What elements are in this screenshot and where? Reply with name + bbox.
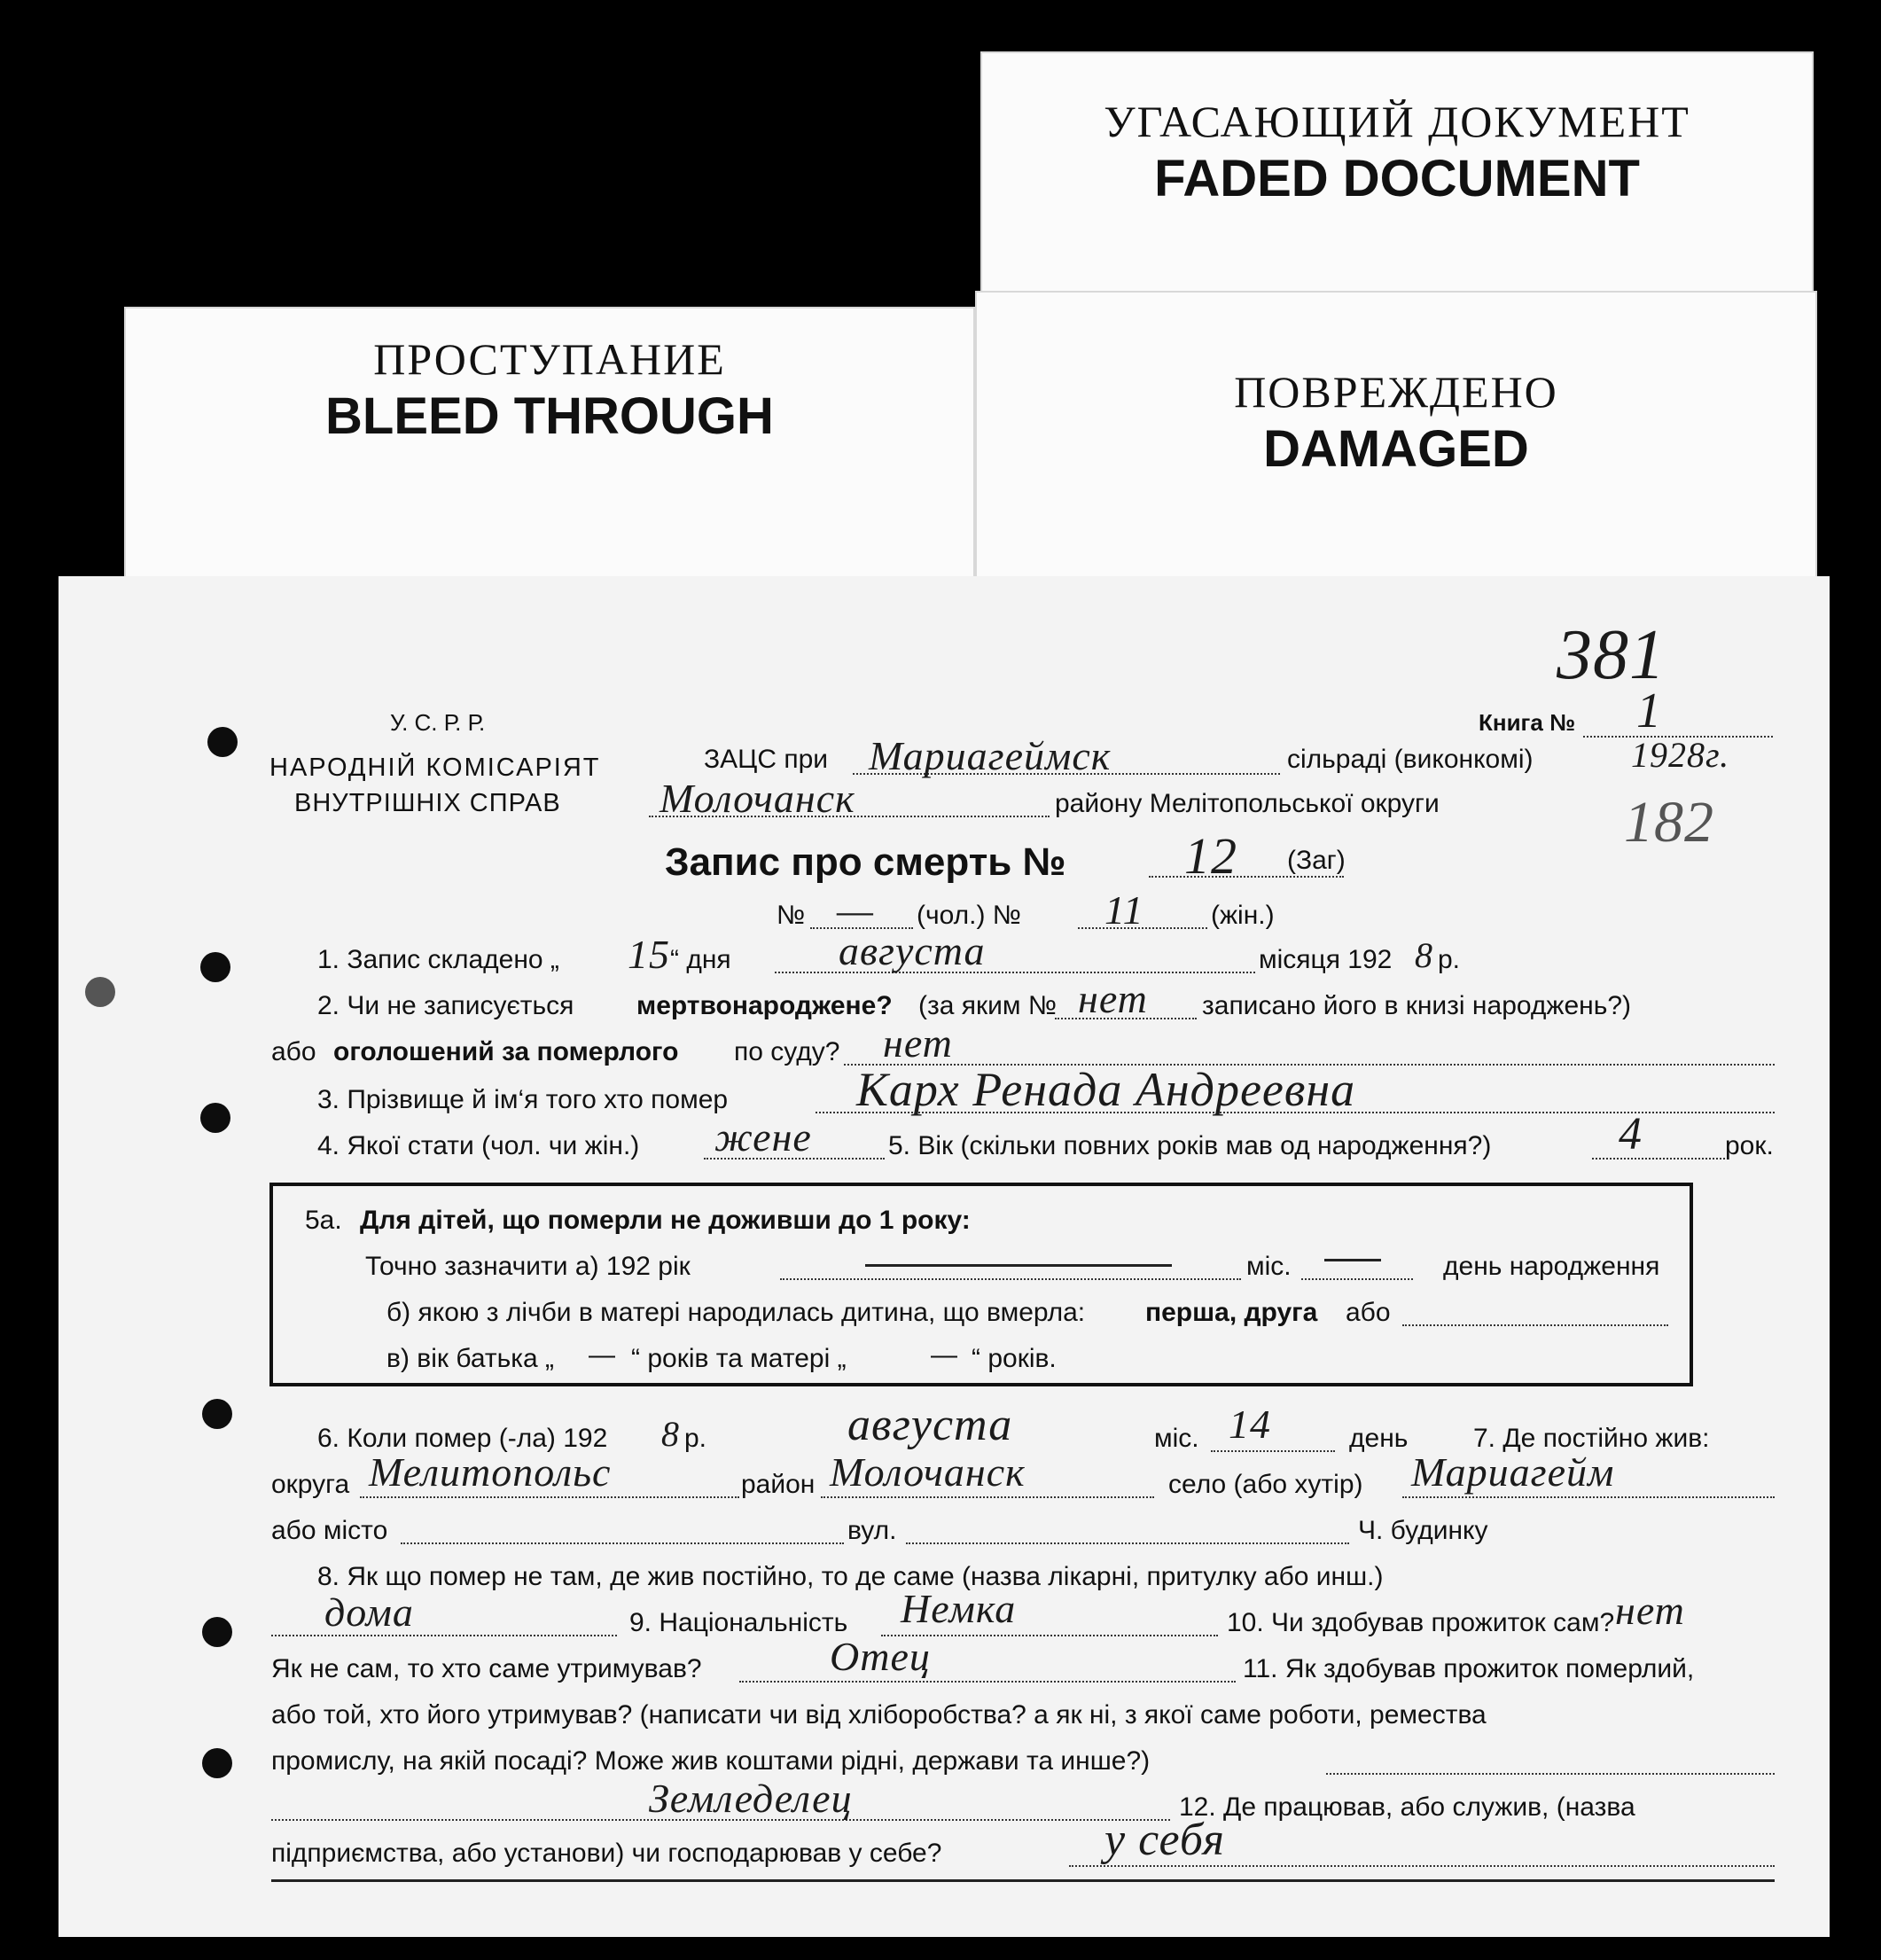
f1-year-label: місяця 192 — [1259, 945, 1393, 974]
damaged-flag — [975, 291, 1817, 583]
f2-label-c: записано його в книзі народжень?) — [1202, 991, 1632, 1020]
f3-value: Карх Ренада Андреевна — [856, 1063, 1356, 1116]
f5a-line1: Точно зазначити а) 192 рік — [365, 1252, 691, 1281]
council-label: сільраді (виконкомі) — [1287, 745, 1534, 774]
f12-line2: підприємства, або установи) чи господарював у себе? — [271, 1839, 942, 1868]
f2-label-a: 2. Чи не записується — [317, 991, 574, 1020]
f7-selo: Мариагейм — [1411, 1449, 1615, 1495]
bleed-flag-en: BLEED THROUGH — [325, 387, 774, 445]
f7-misto-label: або місто — [271, 1516, 388, 1545]
punch-hole — [85, 977, 115, 1007]
damaged-flag-en: DAMAGED — [1263, 420, 1529, 478]
f2-label-d: або — [271, 1037, 316, 1066]
f5-value: 4 — [1619, 1109, 1643, 1160]
f12-label: 12. Де працював, або служив, (назва — [1179, 1792, 1635, 1822]
record-number: 12 — [1184, 827, 1237, 885]
f5a-line2-a: б) якою з лічби в матері народилась дитина, що вмерла: — [386, 1298, 1086, 1327]
commissariat-line1: НАРОДНІЙ КОМІСАРІЯТ — [269, 754, 601, 782]
f1-day-suffix: “ дня — [670, 945, 731, 974]
faded-flag-en: FADED DOCUMENT — [1154, 150, 1640, 207]
kniga-label: Книга № — [1479, 709, 1576, 736]
zags-label: ЗАЦС при — [704, 745, 829, 774]
f7-raion-label: район — [741, 1470, 816, 1499]
f5a-dash-father: — — [589, 1340, 615, 1370]
year-note: 1928г. — [1631, 735, 1730, 775]
f7-okruga-label: округа — [271, 1470, 350, 1499]
f7-vul-label: вул. — [847, 1516, 897, 1545]
f5a-line2-b: або — [1346, 1298, 1391, 1327]
f7-label: 7. Де постійно жив: — [1473, 1424, 1710, 1453]
f2-value: нет — [1078, 976, 1148, 1021]
district-label: району Мелітопольської округи — [1055, 789, 1440, 818]
punch-hole — [202, 1748, 232, 1778]
f6-year-digit: 8 — [661, 1414, 680, 1454]
f4-label: 4. Якої стати (чол. чи жін.) — [317, 1131, 640, 1160]
f5a-line3-a: в) вік батька „ — [386, 1344, 555, 1373]
f5a-day: день народження — [1443, 1252, 1660, 1281]
f6-mis: міс. — [1154, 1424, 1199, 1453]
f2-bold-a: мертвонароджене? — [636, 991, 893, 1020]
male-label: (чол.) № — [917, 901, 1021, 930]
f2-label-b: (за яким № — [918, 991, 1058, 1020]
f10-value: нет — [1615, 1588, 1685, 1633]
death-record-sheet — [59, 576, 1830, 1937]
f7-selo-label: село (або хутір) — [1168, 1470, 1363, 1499]
f7-okruga: Мелитопольс — [369, 1449, 612, 1495]
faded-document-flag — [980, 51, 1814, 308]
f8-value: дома — [324, 1589, 414, 1635]
f9-label: 9. Національність — [629, 1608, 848, 1637]
f11-value: Земледелец — [649, 1776, 853, 1821]
f12-value: у себя — [1104, 1815, 1225, 1865]
f7-dim-label: Ч. будинку — [1358, 1516, 1488, 1545]
bleed-flag-ru: ПРОСТУПАНИЕ — [373, 334, 726, 384]
punch-hole — [207, 727, 238, 757]
page-note: 182 — [1624, 790, 1714, 855]
punch-hole — [200, 952, 230, 982]
faded-flag-ru: УГАСАЮЩИЙ ДОКУМЕНТ — [1104, 97, 1690, 146]
f5a-mis: міс. — [1246, 1252, 1292, 1281]
bleed-through-flag — [124, 307, 975, 582]
zags-village: Мариагеймск — [869, 733, 1112, 778]
no-label: № — [777, 901, 806, 930]
f10b-value: Отец — [830, 1634, 931, 1679]
f5a-label: 5а. — [305, 1206, 342, 1235]
f10-label: 10. Чи здобував прожиток сам? — [1227, 1608, 1615, 1637]
female-label: (жін.) — [1211, 901, 1275, 930]
f5a-line3-b: “ років та матері „ — [631, 1344, 847, 1373]
record-title: Запис про смерть № — [665, 840, 1066, 884]
punch-hole — [200, 1103, 230, 1133]
male-no: — — [837, 887, 874, 933]
f5-suffix: рок. — [1725, 1131, 1774, 1160]
f4-value: жене — [714, 1114, 812, 1160]
f11-line3: промислу, на якій посаді? Може жив коштами рідні, держави та инше?) — [271, 1746, 1151, 1776]
f2-value-b: нет — [883, 1020, 953, 1066]
f5-label: 5. Вік (скільки повних років мав од народження?) — [888, 1131, 1492, 1160]
f5a-dash-mother: — — [931, 1340, 957, 1370]
punch-hole — [202, 1399, 232, 1429]
f6-day-label: день — [1349, 1424, 1409, 1453]
f2-bold-b: оголошений за померлого — [333, 1037, 679, 1066]
kniga-value: 1 — [1636, 683, 1662, 738]
f6-year-suffix: р. — [684, 1424, 707, 1453]
female-no: 11 — [1104, 887, 1144, 933]
f2-label-e: по суду? — [734, 1037, 840, 1066]
district-value: Молочанск — [660, 776, 855, 821]
f1-year-suffix: р. — [1438, 945, 1461, 974]
ussr-label: У. С. Р. Р. — [390, 709, 486, 736]
f5a-bold: Для дітей, що померли не доживши до 1 року: — [360, 1206, 971, 1235]
f3-label: 3. Прізвище й ім‘я того хто помер — [317, 1085, 729, 1114]
f10b-label: Як не сам, то хто саме утримував? — [271, 1654, 702, 1683]
f1-day: 15 — [628, 932, 670, 977]
f6-day: 14 — [1229, 1402, 1271, 1447]
f11-label: 11. Як здобував прожиток померлий, — [1243, 1654, 1695, 1683]
f11-line2: або той, хто його утримував? (написати чи від хліборобства? а як ні, з якої саме роботи, ремества — [271, 1700, 1487, 1730]
f5a-line3-c: “ років. — [972, 1344, 1057, 1373]
record-suffix: (Заг) — [1287, 846, 1346, 875]
f1-year-digit: 8 — [1415, 935, 1433, 975]
f8-label: 8. Як що помер не там, де жив постійно, то де саме (назва лікарні, притулку або инш.) — [317, 1562, 1384, 1591]
f1-month: августа — [839, 928, 986, 973]
f7-raion: Молочанск — [830, 1449, 1026, 1495]
f6-label: 6. Коли помер (-ла) 192 — [317, 1424, 608, 1453]
commissariat-line2: ВНУТРІШНІХ СПРАВ — [294, 789, 561, 817]
punch-hole — [202, 1617, 232, 1647]
f5a-line2-bold: перша, друга — [1145, 1298, 1318, 1327]
f1-label: 1. Запис складено „ — [317, 945, 559, 974]
f9-value: Немка — [901, 1586, 1017, 1631]
archive-number: 381 — [1557, 616, 1666, 694]
damaged-flag-ru: ПОВРЕЖДЕНО — [1234, 367, 1558, 417]
f6-month: августа — [847, 1400, 1013, 1450]
